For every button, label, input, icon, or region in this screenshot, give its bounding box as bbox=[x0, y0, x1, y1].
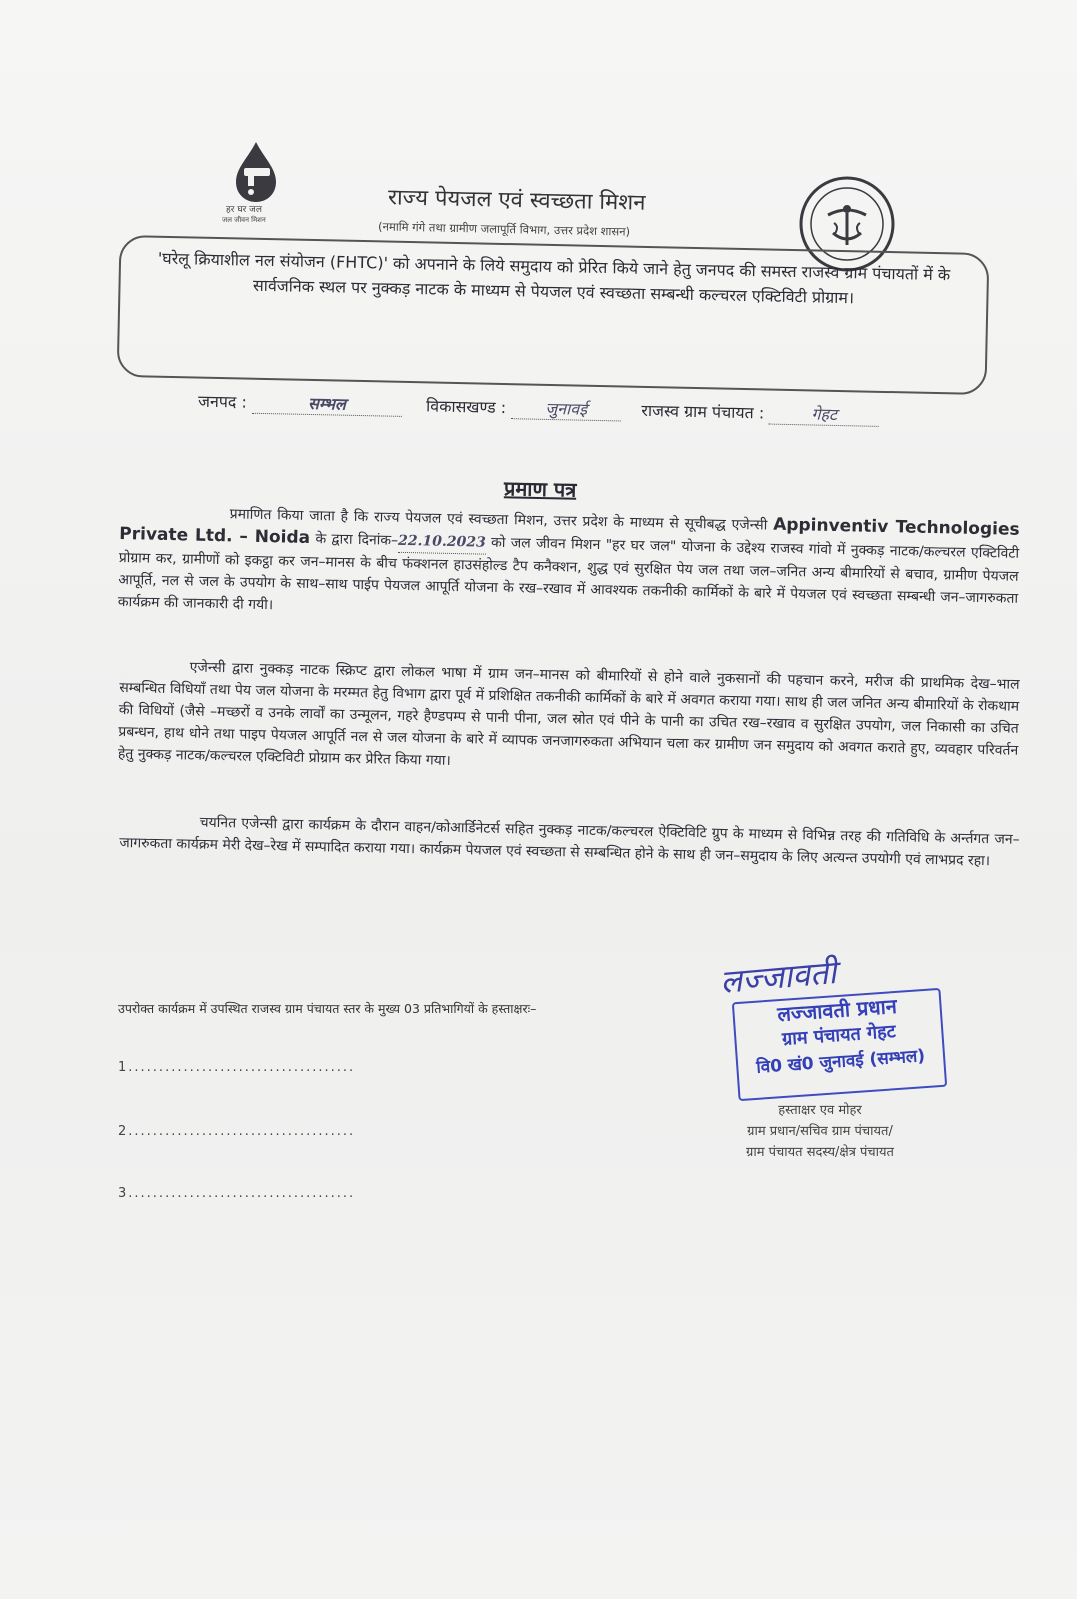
participant-signature-line-1: 1..................................... bbox=[118, 1060, 356, 1075]
certificate-title: प्रमाण पत्र bbox=[503, 476, 577, 502]
signature-caption-line-3: ग्राम पंचायत सदस्य/क्षेत्र पंचायत bbox=[746, 1145, 894, 1160]
signature-caption bbox=[700, 1100, 940, 1163]
participant-signature-line-3: 3..................................... bbox=[118, 1186, 356, 1201]
jal-jeevan-mission-logo bbox=[218, 138, 308, 228]
para2-body: एजेन्सी द्वारा नुक्कड़ नाटक स्क्रिप्ट द्वारा लोकल भाषा में ग्राम जन–मानस को बीमारियों से होने वाले नुकसानों की पहचान करने, मरीज की प्राथमिक देख–भाल सम्बन्धित विधियाँ तथा पेय जल योजना के मरम्मत हेतु विभाग द्वारा पूर्व में प्रशिक्षित तकनीकी कार्मिकों के बारे में अवगत कराया गया। साथ ही जल जनित अन्य बीमारियों के रोकथाम की विधियों (जैसे –मच्छरों व उनके लार्वों का उन्मूलन, गहरे हैण्डपम्प से पानी पीना, जल स्रोत एवं पीने के पानी का उचित रख–रखाव व सुरक्षित उपयोग, जल निकासी का उचित प्रबन्धन, हाथ धोने तथा पाइप पेयजल आपूर्ति नल से जल योजना के बारे में व्यापक जनजागरुकता अभियान चला कर ग्रामीण जन समुदाय को अवगत कराते हुए, व्यवहार परिवर्तन हेतु नुक्कड़ नाटक/कल्चरल एक्टिविटी प्रोग्राम कर प्रेरित किया गया। bbox=[117, 659, 1020, 769]
pradhan-stamp bbox=[732, 988, 947, 1101]
para3-body: चयनित एजेन्सी द्वारा कार्यक्रम के दौरान वाहन/कोआर्डिनेटर्स सहित नुक्कड़ नाटक/कल्चरल ऐक्टिविटि ग्रुप के माध्यम से विभिन्न तरह की गतिविधि के अर्न्तगत जन–जागरुकता कार्यक्रम मेरी देख–रेख में सम्पादित कराया गया। कार्यक्रम पेयजल एवं स्वच्छता से सम्बन्धित होने के साथ ही जन–समुदाय के लिए अत्यन्त उपयोगी एवं लाभप्रद रहा। bbox=[119, 814, 1020, 870]
signature-caption-line-2: ग्राम प्रधान/सचिव ग्राम पंचायत/ bbox=[747, 1124, 893, 1139]
location-fields bbox=[198, 390, 998, 430]
organization-subtitle: (नमामि गंगे तथा ग्रामीण जलापूर्ति विभाग, उत्तर प्रदेश शासन) bbox=[377, 219, 631, 239]
para1-intro: प्रमाणित किया जाता है कि राज्य पेयजल एवं स्वच्छता मिशन, उत्तर प्रदेश के माध्यम से सूचीबद्ध एजेन्सी bbox=[229, 506, 768, 534]
district-value: सम्भल bbox=[252, 391, 402, 417]
certificate-paragraph-3 bbox=[119, 810, 1020, 873]
participants-label: उपरोक्त कार्यक्रम में उपस्थित राजस्व ग्राम पंचायत स्तर के मुख्य 03 प्रतिभागियों के हस्ताक्षरः– bbox=[118, 1001, 537, 1016]
para1-body: को जल जीवन मिशन "हर घर जल" योजना के उद्देश्य राजस्व गांवो में नुक्कड़ नाटक/कल्चरल एक्टिविटी प्रोग्राम कर, ग्रामीणों को इकट्ठा कर जन–मानस के बीच फंक्शनल हाउसंहोल्ड टैप कनैक्शन, शुद्ध एवं सुरक्षित पेय जल तथा जल–जनित अन्य बीमारियों से बचाव, ग्रामीण पेयजल आपूर्ति, नल से जल के उपयोग के साथ–साथ पाईप पेयजल आपूर्ति योजना के रख–रखाव में आवश्यक तकनीकी कार्मिकों के बारे में पेयजल एवं स्वच्छता सम्बन्धी जन–जागरुकता कार्यक्रम की जानकारी दी गयी। bbox=[117, 534, 1020, 614]
certificate-paragraph-2 bbox=[118, 655, 1020, 784]
stamp-line-3: वि0 खं0 जुनावई (सम्भल) bbox=[755, 1046, 926, 1078]
block-value: जुनावई bbox=[511, 396, 621, 421]
svg-text:जल जीवन मिशन: जल जीवन मिशन bbox=[222, 216, 266, 224]
signature-caption-line-1: हस्ताक्षर एव मोहर bbox=[778, 1103, 862, 1118]
certificate-paragraph-1 bbox=[118, 500, 1020, 632]
para1-date-label: के द्वारा दिनांक– bbox=[315, 531, 399, 549]
participant-signature-line-2: 2..................................... bbox=[118, 1124, 356, 1139]
organization-title: राज्य पेयजल एवं स्वच्छता मिशन bbox=[387, 185, 646, 216]
block-label: विकासखण्ड : bbox=[425, 396, 507, 418]
svg-text:हर घर जल: हर घर जल bbox=[226, 205, 262, 215]
stamp-line-2: ग्राम पंचायत गेहट bbox=[781, 1021, 897, 1050]
water-drop-icon bbox=[218, 138, 308, 228]
agency-name: Appinventiv Technologies Private Ltd. – Noida bbox=[119, 514, 1020, 548]
program-banner bbox=[117, 235, 990, 395]
banner-text: 'घरेलू क्रियाशील नल संयोजन (FHTC)' को अपनाने के लिये समुदाय को प्रेरित किये जाने हेतु जनपद की समस्त राजस्व ग्राम पंचायतों में के सार्वजनिक स्थल पर नुक्कड़ नाटक के माध्यम से पेयजल एवं स्वच्छता सम्बन्धी कल्चरल एक्टिविटी प्रोग्राम। bbox=[157, 248, 951, 308]
stamp-line-1: लज्जावती प्रधान bbox=[776, 993, 898, 1027]
handwritten-signature: लज्जावती bbox=[718, 952, 838, 1001]
panchayat-value: गेहट bbox=[769, 402, 879, 427]
district-label: जनपद : bbox=[197, 391, 248, 412]
program-date: 22.10.2023 bbox=[398, 530, 486, 555]
panchayat-label: राजस्व ग्राम पंचायत : bbox=[641, 400, 765, 423]
